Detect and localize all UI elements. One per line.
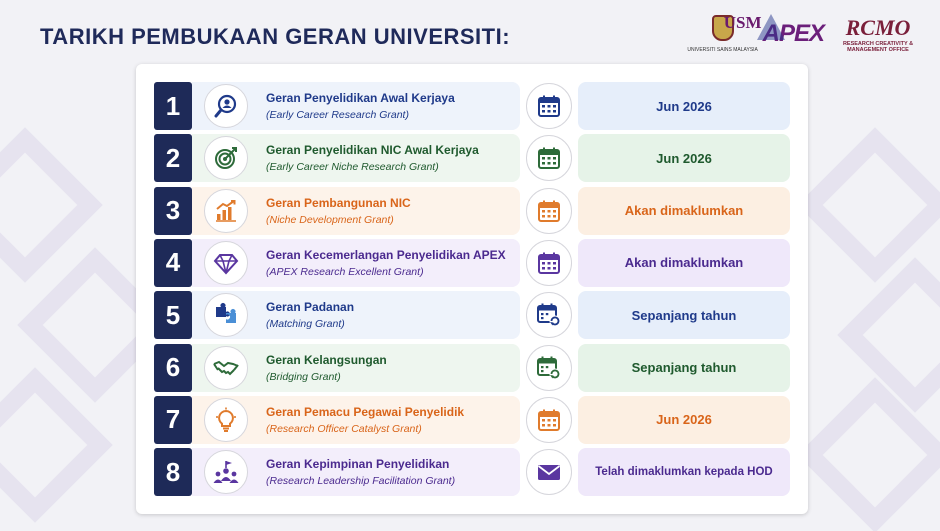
grant-number: 1	[154, 82, 192, 130]
grant-row-3	[154, 187, 790, 235]
grant-row-8	[154, 448, 790, 496]
grant-number: 2	[154, 134, 192, 182]
lightbulb-icon	[204, 398, 248, 442]
logo-bar	[687, 10, 924, 58]
calendar-icon	[526, 397, 572, 443]
grant-english-name: (Research Leadership Facilitation Grant)	[266, 475, 456, 488]
rcmo-logo: RCMO RESEARCH CREATIVITY & MANAGEMENT OFFICE	[842, 15, 914, 53]
grant-row-6	[154, 344, 790, 392]
calendar-icon	[526, 135, 572, 181]
grant-opening-date: Sepanjang tahun	[578, 344, 790, 392]
grant-english-name: (Early Career Niche Research Grant)	[266, 161, 439, 174]
grant-name: Geran Kepimpinan Penyelidikan	[266, 457, 450, 472]
grant-opening-date: Telah dimaklumkan kepada HOD	[578, 448, 790, 496]
puzzle-icon	[204, 293, 248, 337]
grant-row-7	[154, 396, 790, 444]
grant-row-1	[154, 82, 790, 130]
grant-number: 8	[154, 448, 192, 496]
grant-english-name: (Matching Grant)	[266, 318, 345, 331]
grant-english-name: (APEX Research Excellent Grant)	[266, 265, 424, 278]
grant-number: 6	[154, 344, 192, 392]
grant-name: Geran Kelangsungan	[266, 352, 387, 367]
grant-name: Geran Penyelidikan NIC Awal Kerjaya	[266, 143, 479, 158]
growth-chart-icon	[204, 189, 248, 233]
grant-english-name: (Niche Development Grant)	[266, 213, 394, 226]
grant-english-name: (Bridging Grant)	[266, 370, 341, 383]
grant-opening-date: Akan dimaklumkan	[578, 239, 790, 287]
grant-english-name: (Research Officer Catalyst Grant)	[266, 422, 422, 435]
person-search-icon	[204, 84, 248, 128]
grant-row-4	[154, 239, 790, 287]
grant-number: 7	[154, 396, 192, 444]
grant-row-2	[154, 134, 790, 182]
target-icon	[204, 136, 248, 180]
grant-opening-date: Jun 2026	[578, 396, 790, 444]
calendar-icon	[526, 188, 572, 234]
grant-opening-date: Jun 2026	[578, 134, 790, 182]
grant-opening-date: Akan dimaklumkan	[578, 187, 790, 235]
grant-english-name: (Early Career Research Grant)	[266, 109, 409, 121]
grant-number: 3	[154, 187, 192, 235]
calendar-icon	[526, 83, 572, 129]
grant-name: Geran Penyelidikan Awal Kerjaya	[266, 91, 455, 105]
grant-row-5	[154, 291, 790, 339]
calendar-icon	[526, 240, 572, 286]
diamond-icon	[204, 241, 248, 285]
grant-opening-date: Jun 2026	[578, 82, 790, 130]
grant-name: Geran Kecemerlangan Penyelidikan APEX	[266, 247, 506, 262]
team-leader-icon	[204, 450, 248, 494]
handshake-icon	[204, 346, 248, 390]
grant-number: 4	[154, 239, 192, 287]
grant-name: Geran Pemacu Pegawai Penyelidik	[266, 404, 465, 419]
grant-list-card	[136, 64, 808, 514]
calendar-refresh-icon	[526, 345, 572, 391]
calendar-refresh-icon	[526, 292, 572, 338]
grant-number: 5	[154, 291, 192, 339]
mail-icon	[526, 449, 572, 495]
grant-name: Geran Padanan	[266, 300, 355, 315]
usm-logo: USM UNIVERSITI SAINS MALAYSIA	[687, 13, 762, 53]
grant-opening-date: Sepanjang tahun	[578, 291, 790, 339]
page-title: TARIKH PEMBUKAAN GERAN UNIVERSITI:	[40, 24, 511, 49]
grant-name: Geran Pembangunan NIC	[266, 195, 411, 210]
apex-logo: APEX	[763, 20, 824, 48]
